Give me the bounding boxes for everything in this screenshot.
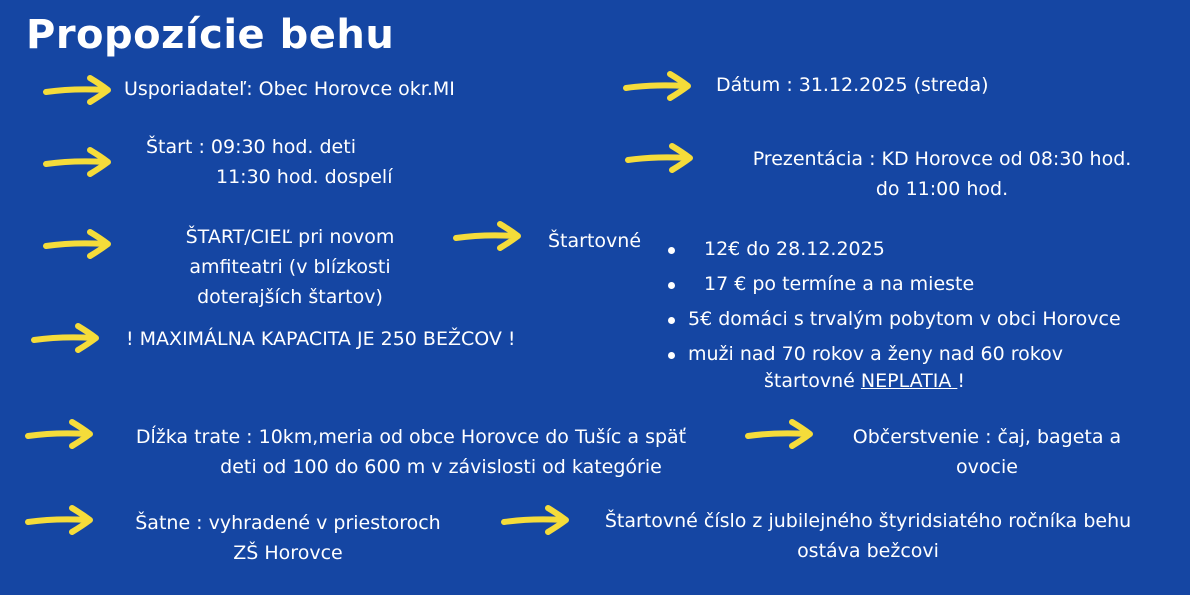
arrow-right-icon (626, 142, 694, 174)
start-time-line1: Štart : 09:30 hod. deti (146, 136, 356, 158)
start-finish-line1: ŠTART/CIEĽ pri novom (185, 226, 395, 248)
arrow-right-icon (454, 220, 522, 252)
bib-line2: ostáva bežcovi (797, 540, 939, 562)
presentation-line2: do 11:00 hod. (875, 178, 1009, 200)
refreshment-line2: ovocie (956, 456, 1018, 478)
refreshment-block (822, 422, 1152, 482)
entry-fee-list (668, 232, 1121, 372)
page-title: Propozície behu (26, 12, 395, 58)
arrow-right-icon (26, 418, 94, 450)
cloakroom-block (108, 508, 468, 568)
arrow-right-icon (32, 322, 100, 354)
start-time-line2: 11:30 hod. dospelí (216, 166, 393, 188)
organizer-text: Usporiadateľ: Obec Horovce okr.MI (124, 78, 455, 100)
arrow-right-icon (44, 146, 112, 178)
list-item (668, 232, 1121, 267)
fee-item: 5€ domáci s trvalým pobytom v obci Horovce (688, 308, 1121, 330)
track-line1: Dĺžka trate : 10km,meria od obce Horovce do Tušíc a späť (135, 426, 687, 448)
date-text: Dátum : 31.12.2025 (streda) (716, 74, 989, 96)
fee-item: 17 € po termíne a na mieste (704, 273, 975, 295)
bib-block (568, 506, 1168, 566)
arrow-right-icon (746, 418, 814, 450)
cloakroom-line2: ZŠ Horovce (233, 542, 343, 564)
entry-fee-note-prefix: štartovné (764, 370, 855, 392)
arrow-right-icon (44, 74, 112, 106)
presentation-line1: Prezentácia : KD Horovce od 08:30 hod. (752, 148, 1132, 170)
arrow-right-icon (624, 70, 692, 102)
fee-item: muži nad 70 rokov a ženy nad 60 rokov (688, 343, 1063, 365)
presentation-block (712, 144, 1172, 204)
entry-fee-label: Štartovné (548, 230, 642, 252)
arrow-right-icon (26, 504, 94, 536)
arrow-right-icon (44, 228, 112, 260)
entry-fee-note-underlined: NEPLATIA (860, 370, 958, 392)
capacity-warning: ! MAXIMÁLNA KAPACITA JE 250 BEŽCOV ! (126, 328, 516, 350)
bib-line1: Štartovné číslo z jubilejného štyridsiatého ročníka behu (604, 510, 1132, 532)
list-item (668, 302, 1121, 337)
arrow-right-icon (502, 504, 570, 536)
entry-fee-note (764, 366, 965, 396)
entry-fee-note-suffix: ! (957, 370, 965, 392)
start-finish-line3: doterajších štartov) (197, 286, 383, 308)
track-line2: deti od 100 do 600 m v závislosti od kategórie (220, 456, 662, 478)
refreshment-line1: Občerstvenie : čaj, bageta a (852, 426, 1122, 448)
start-finish-block (140, 222, 440, 312)
start-finish-line2: amfiteatri (v blízkosti (189, 256, 391, 278)
fee-item: 12€ do 28.12.2025 (704, 238, 885, 260)
list-item (668, 267, 1121, 302)
cloakroom-line1: Šatne : vyhradené v priestoroch (135, 512, 441, 534)
track-block (86, 422, 736, 482)
